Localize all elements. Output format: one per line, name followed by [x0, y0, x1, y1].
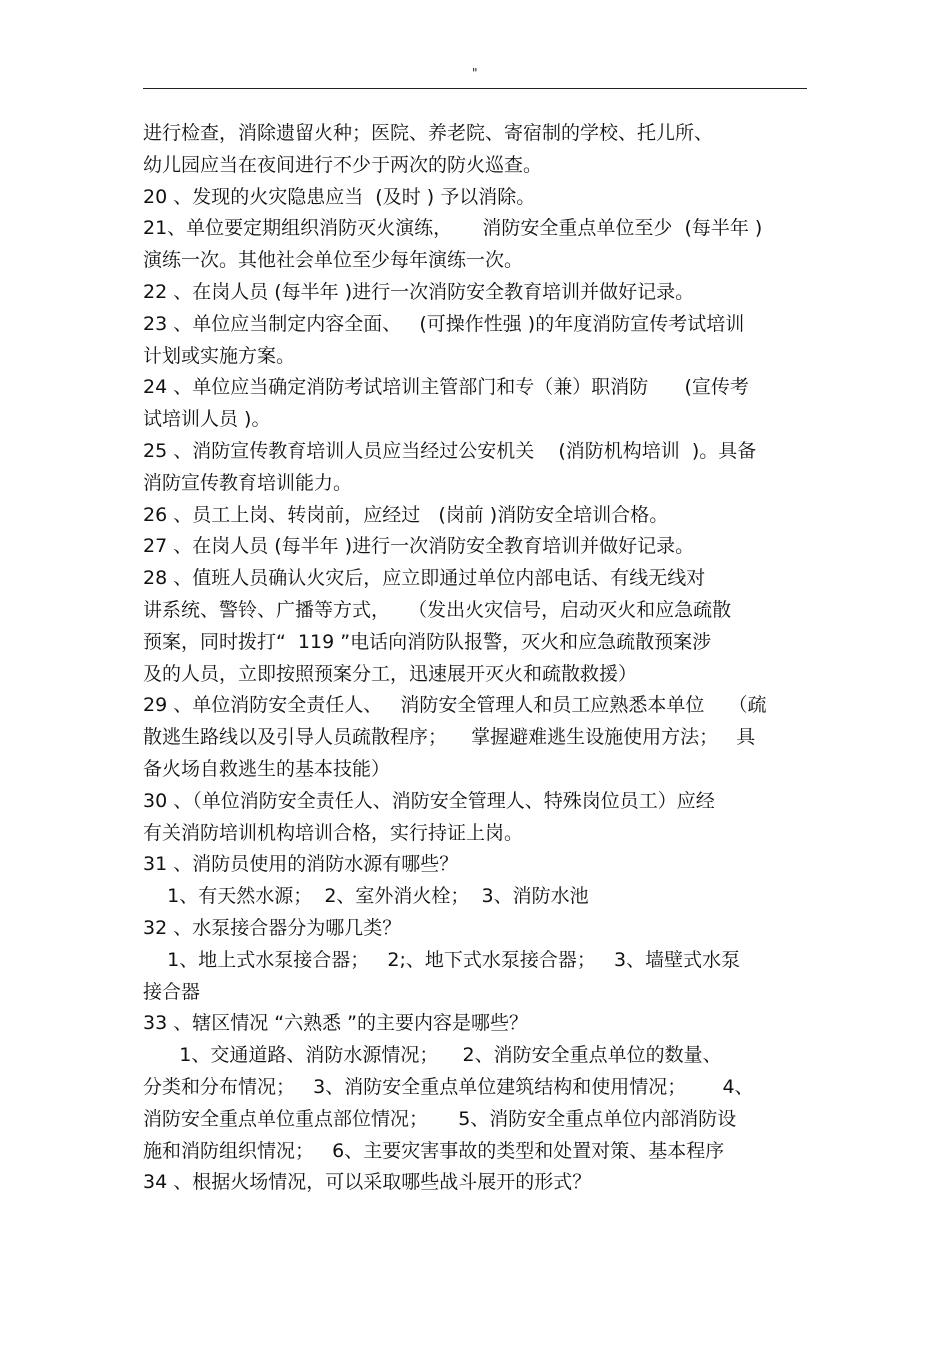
text-line: 有关消防培训机构培训合格，实行持证上岗。: [143, 821, 524, 844]
text-line: 27 、在岗人员 (每半年 )进行一次消防安全教育培训并做好记录。: [143, 535, 695, 558]
text-line: 散逃生路线以及引导人员疏散程序； 掌握避难逃生设施使用方法； 具: [143, 726, 756, 749]
text-line: 1、交通道路、消防水源情况； 2、消防安全重点单位的数量、: [143, 1044, 722, 1067]
text-line: 23 、单位应当制定内容全面、 (可操作性强 )的年度消防宣传考试培训: [143, 312, 745, 335]
text-line: 25 、消防宣传教育培训人员应当经过公安机关 (消防机构培训 )。具备: [143, 439, 757, 462]
text-line: 28 、值班人员确认火灾后，应立即通过单位内部电话、有线无线对: [143, 567, 706, 590]
text-line: 试培训人员 )。: [143, 408, 271, 431]
text-line: 24 、单位应当确定消防考试培训主管部门和专（兼）职消防 (宣传考: [143, 376, 749, 399]
text-line: 接合器: [143, 980, 201, 1003]
text-line: 施和消防组织情况； 6、主要灾害事故的类型和处置对策、基本程序: [143, 1139, 725, 1162]
text-line: 21、单位要定期组织消防灭火演练， 消防安全重点单位至少 (每半年 ): [143, 217, 763, 240]
text-line: 33 、辖区情况 “六熟悉 ”的主要内容是哪些？: [143, 1012, 528, 1035]
text-line: 及的人员，立即按照预案分工，迅速展开灭火和疏散救援）: [143, 662, 638, 685]
header-mark: ": [472, 66, 478, 80]
text-line: 幼儿园应当在夜间进行不少于两次的防火巡查。: [143, 153, 543, 176]
text-line: 消防宣传教育培训能力。: [143, 471, 353, 494]
text-line: 消防安全重点单位重点部位情况； 5、消防安全重点单位内部消防设: [143, 1107, 737, 1130]
text-line: 29 、单位消防安全责任人、 消防安全管理人和员工应熟悉本单位 （疏: [143, 694, 767, 717]
text-line: 分类和分布情况； 3、消防安全重点单位建筑结构和使用情况； 4、: [143, 1075, 754, 1098]
text-line: 34 、根据火场情况，可以采取哪些战斗展开的形式？: [143, 1171, 592, 1194]
text-line: 20 、发现的火灾隐患应当 (及时 ) 予以消除。: [143, 185, 536, 208]
text-line: 预案，同时拨打“ 119 ”电话向消防队报警，灭火和应急疏散预案涉: [143, 630, 712, 653]
text-line: 演练一次。其他社会单位至少每年演练一次。: [143, 249, 524, 272]
text-line: 26 、员工上岗、转岗前，应经过 (岗前 )消防安全培训合格。: [143, 503, 669, 526]
text-line: 31 、消防员使用的消防水源有哪些？: [143, 853, 459, 876]
text-line: 备火场自救逃生的基本技能）: [143, 757, 391, 780]
document-body: [143, 118, 807, 1199]
text-line: 22 、在岗人员 (每半年 )进行一次消防安全教育培训并做好记录。: [143, 280, 695, 303]
text-line: 讲系统、警铃、广播等方式， （发出火灾信号，启动灭火和应急疏散: [143, 598, 732, 621]
text-line: 30 、（单位消防安全责任人、消防安全管理人、特殊岗位员工）应经: [143, 789, 715, 812]
text-line: 32 、水泵接合器分为哪几类？: [143, 916, 402, 939]
text-line: 1、有天然水源； 2、室外消火栓； 3、消防水池: [143, 885, 589, 908]
text-line: 计划或实施方案。: [143, 344, 296, 367]
text-line: 进行检查，消除遗留火种；医院、养老院、寄宿制的学校、托儿所、: [143, 122, 714, 144]
header-rule: [143, 88, 807, 89]
text-line: 1、地上式水泵接合器； 2;、地下式水泵接合器； 3、墙壁式水泵: [143, 948, 741, 971]
